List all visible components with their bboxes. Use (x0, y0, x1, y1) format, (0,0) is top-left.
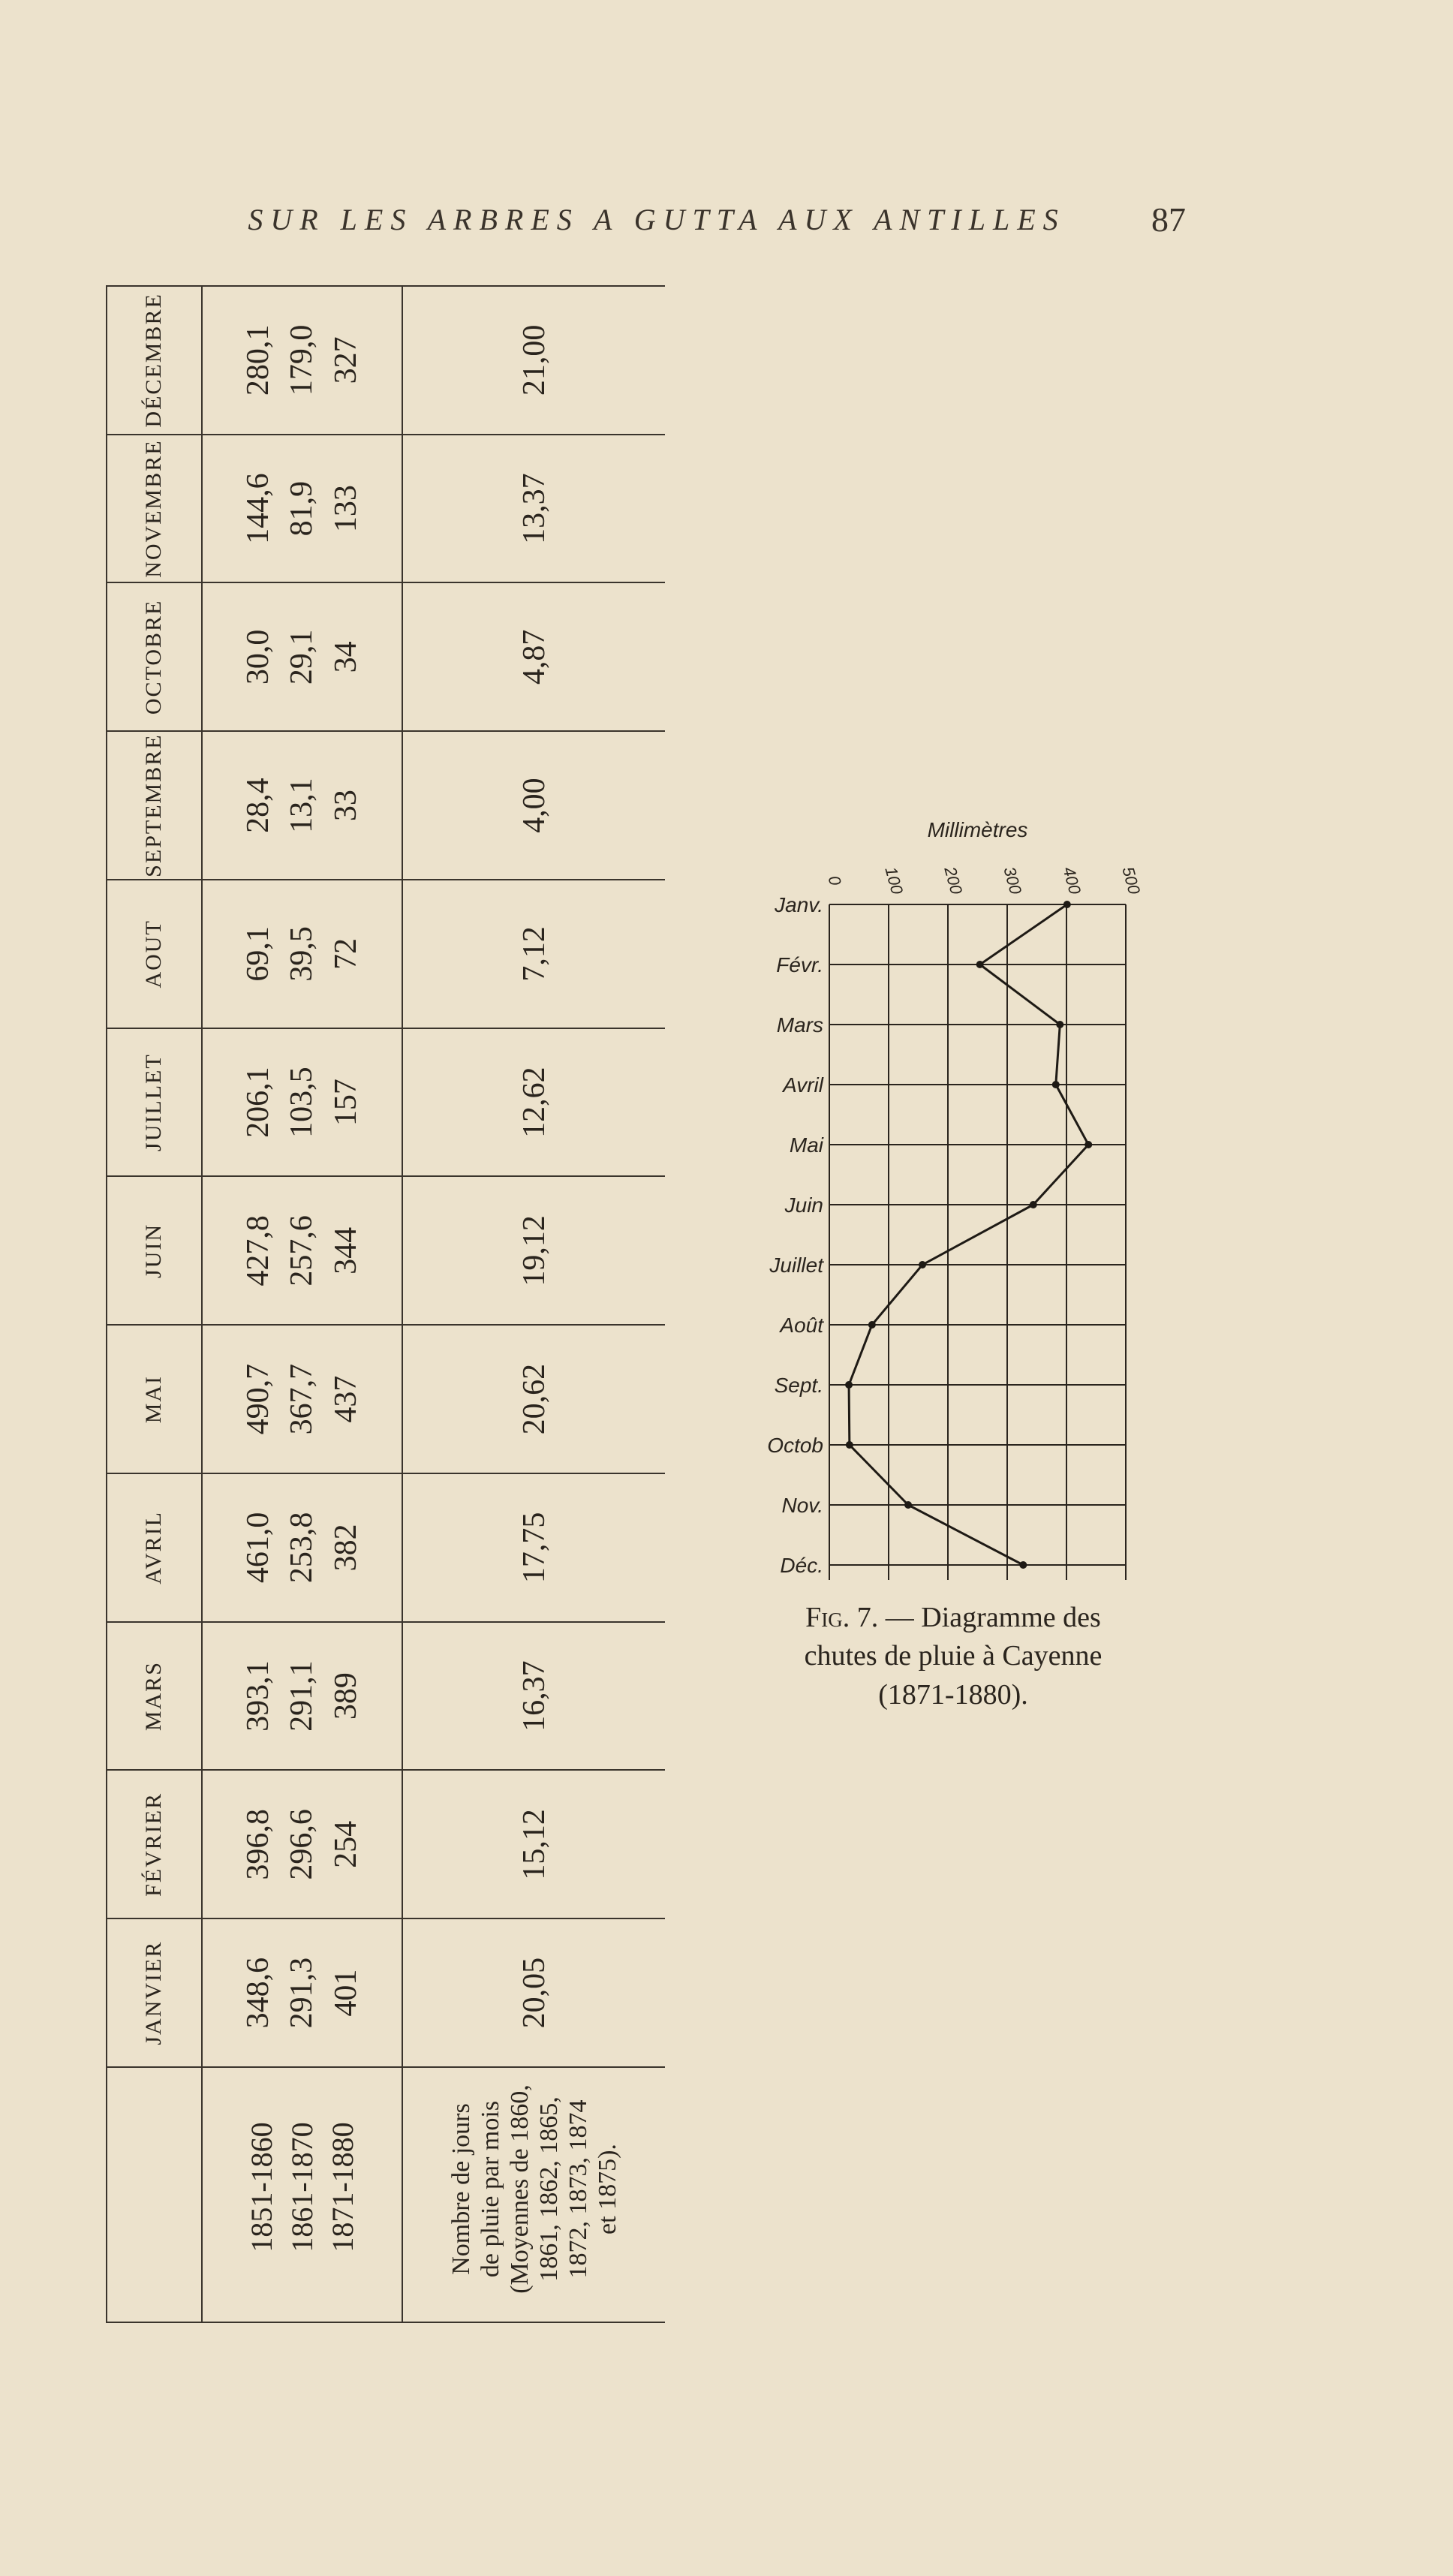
data-point (904, 1501, 912, 1509)
rain-days-value: 4,87 (402, 583, 665, 732)
rain-days-value: 13,37 (402, 435, 665, 583)
corner-cell (107, 2067, 202, 2322)
month-label: Déc. (780, 1554, 823, 1577)
month-label: Juillet (769, 1253, 823, 1277)
rain-days-row (402, 286, 665, 2322)
x-tick-label: 100 (881, 865, 907, 897)
value: 327 (328, 336, 363, 384)
month-values-cell (202, 1473, 402, 1622)
month-header: NOVEMBRE (107, 435, 202, 583)
month-label: Avril (783, 1073, 823, 1097)
month-header: JUILLET (107, 1028, 202, 1177)
month-label: Mai (789, 1133, 823, 1157)
rain-days-label-line: de pluie par mois (476, 2100, 504, 2278)
rain-days-label (402, 2067, 665, 2322)
caption-text: — Diagramme des (885, 1602, 1101, 1633)
caption-text: (1871-1880). (878, 1678, 1028, 1711)
value: 206,1 (241, 1067, 276, 1138)
value: 39,5 (284, 926, 320, 982)
value: 461,0 (241, 1512, 276, 1584)
month-values-cell (202, 1918, 402, 2067)
table-header-row (107, 286, 202, 2322)
rainfall-table-wrapper (106, 285, 665, 2323)
rainfall-table (106, 285, 665, 2323)
rain-days-label-line: Nombre de jours (447, 2103, 475, 2275)
value: 396,8 (241, 1809, 276, 1880)
data-point (868, 1321, 876, 1329)
month-header: MARS (107, 1622, 202, 1771)
month-label: Octob (767, 1434, 823, 1457)
page-number: 87 (1151, 200, 1186, 239)
data-point (1063, 901, 1071, 908)
value: 81,9 (284, 480, 320, 537)
caption-text: chutes de pluie à Cayenne (804, 1640, 1103, 1672)
data-point (1084, 1141, 1092, 1148)
value: 291,1 (284, 1660, 320, 1732)
value: 427,8 (241, 1215, 276, 1286)
rain-days-value: 15,12 (402, 1771, 665, 1919)
value: 72 (328, 937, 363, 970)
rain-days-value: 20,62 (402, 1325, 665, 1473)
rain-days-value: 16,37 (402, 1622, 665, 1771)
data-point (1056, 1021, 1063, 1028)
period-label: 1871-1880 (325, 2122, 359, 2252)
value: 344 (328, 1226, 363, 1274)
data-point (1030, 1201, 1037, 1208)
month-values-cell (202, 1177, 402, 1326)
month-label: Mars (776, 1013, 823, 1037)
value: 157 (328, 1079, 363, 1127)
value: 13,1 (284, 778, 320, 833)
period-label: 1861-1870 (284, 2122, 319, 2252)
rainfall-values-row (202, 286, 402, 2322)
value: 401 (328, 1969, 363, 2017)
x-tick-label: 500 (1118, 865, 1145, 897)
month-header: OCTOBRE (107, 583, 202, 732)
running-title: SUR LES ARBRES A GUTTA AUX ANTILLES (248, 202, 1066, 236)
x-tick-label: 400 (1059, 865, 1085, 897)
value: 30,0 (241, 629, 276, 685)
month-values-cell (202, 286, 402, 435)
value: 144,6 (241, 473, 276, 544)
month-label: Nov. (781, 1494, 823, 1517)
period-labels (202, 2067, 402, 2322)
data-point (1052, 1081, 1060, 1088)
month-values-cell (202, 435, 402, 583)
data-point (845, 1381, 853, 1389)
rain-days-value: 12,62 (402, 1028, 665, 1177)
value: 69,1 (241, 926, 276, 982)
month-values-cell (202, 583, 402, 732)
value: 29,1 (284, 629, 320, 685)
month-values-cell (202, 731, 402, 880)
rainfall-diagram (743, 807, 1163, 1580)
value: 253,8 (284, 1512, 320, 1584)
period-label: 1851-1860 (244, 2122, 278, 2252)
value: 133 (328, 485, 363, 533)
month-label: Juin (784, 1193, 823, 1217)
month-values-cell (202, 1325, 402, 1473)
data-point (1019, 1561, 1027, 1569)
month-label: Août (780, 1314, 823, 1337)
running-header (188, 197, 1186, 242)
month-header: AVRIL (107, 1473, 202, 1622)
value: 382 (328, 1524, 363, 1572)
rain-days-value: 21,00 (402, 286, 665, 435)
rain-days-value: 4,00 (402, 731, 665, 880)
figure-number: Fig. 7. (805, 1602, 879, 1633)
rain-days-value: 17,75 (402, 1473, 665, 1622)
value: 393,1 (241, 1660, 276, 1732)
month-label: Févr. (776, 953, 823, 977)
value: 103,5 (284, 1067, 320, 1138)
month-header: JUIN (107, 1177, 202, 1326)
value: 296,6 (284, 1809, 320, 1880)
x-tick-label: 0 (824, 873, 845, 888)
rain-days-note-line: 1872, 1873, 1874 (564, 2099, 593, 2279)
month-label: Janv. (775, 893, 823, 916)
value: 280,1 (241, 324, 276, 396)
rainfall-series-line (849, 904, 1088, 1565)
rain-days-value: 19,12 (402, 1177, 665, 1326)
data-point (919, 1261, 926, 1268)
value: 179,0 (284, 324, 320, 396)
value: 33 (328, 790, 363, 822)
figure-caption (675, 1599, 1231, 1714)
value: 254 (328, 1820, 363, 1868)
month-header: MAI (107, 1325, 202, 1473)
month-values-cell (202, 1771, 402, 1919)
month-label: Sept. (774, 1374, 823, 1397)
month-values-cell (202, 1028, 402, 1177)
value: 28,4 (241, 778, 276, 833)
value: 490,7 (241, 1363, 276, 1435)
data-point (976, 961, 984, 968)
rain-days-value: 7,12 (402, 880, 665, 1028)
value: 389 (328, 1672, 363, 1720)
value: 367,7 (284, 1363, 320, 1435)
rain-days-note-line: (Moyennes de 1860, (505, 2084, 534, 2294)
value: 257,6 (284, 1215, 320, 1286)
value: 348,6 (241, 1957, 276, 2029)
month-header: AOUT (107, 880, 202, 1028)
rain-days-note-line: et 1875). (594, 2144, 622, 2234)
rain-days-value: 20,05 (402, 1918, 665, 2067)
value: 437 (328, 1375, 363, 1423)
value: 291,3 (284, 1957, 320, 2029)
month-header: DÉCEMBRE (107, 286, 202, 435)
month-values-cell (202, 880, 402, 1028)
month-header: FÉVRIER (107, 1771, 202, 1919)
value: 34 (328, 641, 363, 673)
chart-title: Millimètres (927, 818, 1028, 841)
data-point (846, 1441, 853, 1449)
x-tick-label: 200 (940, 865, 967, 897)
month-header: SEPTEMBRE (107, 731, 202, 880)
month-values-cell (202, 1622, 402, 1771)
rain-days-note-line: 1861, 1862, 1865, (535, 2096, 563, 2282)
x-tick-label: 300 (1000, 865, 1026, 897)
month-header: JANVIER (107, 1918, 202, 2067)
